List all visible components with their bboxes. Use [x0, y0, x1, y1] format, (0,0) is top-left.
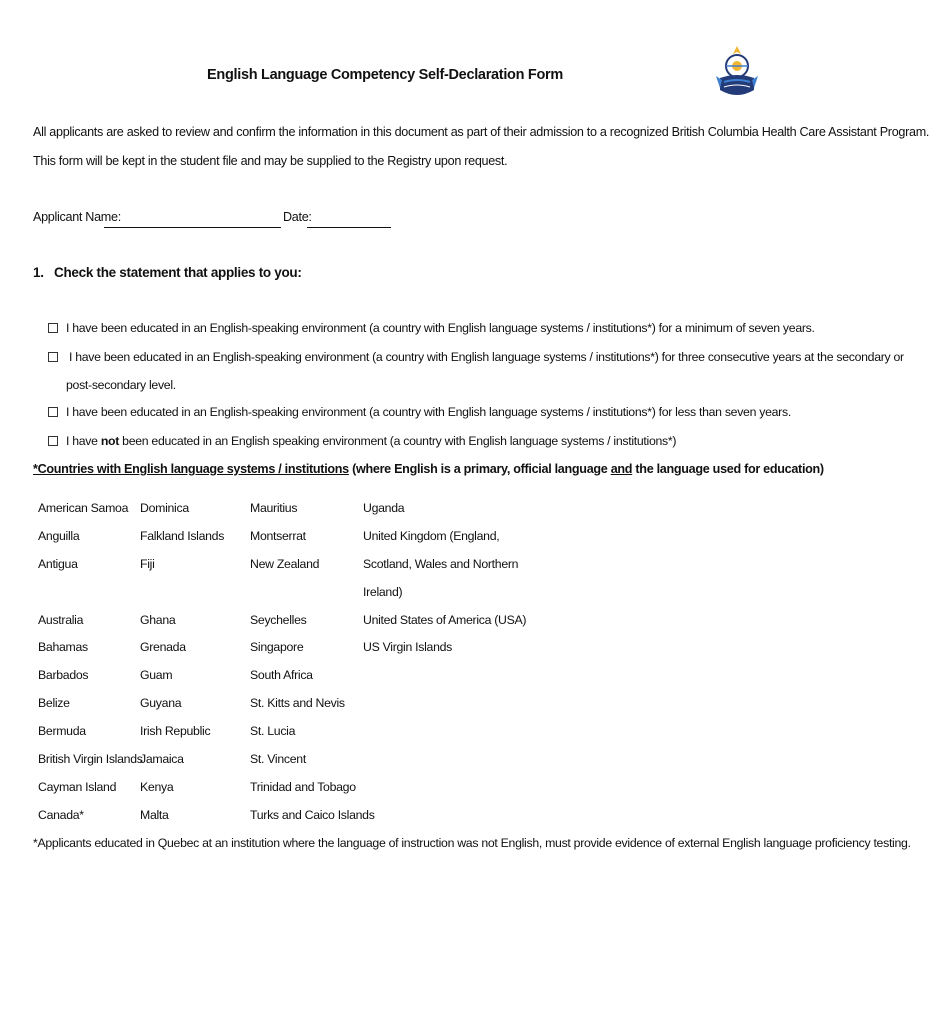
option-label: I have not been educated in an English speaking environment (a country with English language systems / institutions*): [66, 434, 677, 448]
countries-heading: *Countries with English language systems / institutions (where English is a primary, official language and the language used for education): [33, 462, 824, 476]
intro-line-1: All applicants are asked to review and confirm the information in this document as part of their admission to a recognized British Columbia Health Care Assistant Program.: [33, 125, 929, 139]
countries-column-2: [140, 500, 224, 835]
country-item: Seychelles: [250, 612, 307, 627]
checkbox-icon[interactable]: [48, 352, 58, 362]
country-item: Jamaica: [140, 752, 184, 767]
date-field[interactable]: [307, 227, 391, 228]
country-item: Ghana: [140, 612, 176, 627]
country-item: [250, 584, 375, 612]
country-item: Australia: [38, 612, 84, 627]
form-title: English Language Competency Self-Declaration Form: [207, 67, 563, 83]
country-item: Canada*: [38, 807, 84, 822]
country-item: British Virgin Islands: [38, 752, 143, 767]
college-crest-icon: [714, 44, 760, 102]
country-item: St. Vincent: [250, 752, 306, 767]
checkbox-icon[interactable]: [48, 407, 58, 417]
country-item: Falkland Islands: [140, 528, 225, 543]
section-number: 1.: [33, 265, 44, 280]
country-item: Fiji: [140, 556, 155, 571]
country-item: Belize: [38, 696, 70, 711]
section-1-heading: [33, 265, 302, 280]
country-item: Irish Republic: [140, 724, 211, 739]
country-item: St. Lucia: [250, 724, 296, 739]
country-item: Uganda: [363, 501, 405, 515]
country-item: Mauritius: [250, 501, 298, 515]
intro-line-2: This form will be kept in the student file and may be supplied to the Registry upon request.: [33, 154, 508, 168]
country-item: United States of America (USA): [363, 612, 527, 627]
country-item: St. Kitts and Nevis: [250, 696, 345, 711]
option-label: I have been educated in an English-speaking environment (a country with English language systems / institutions*) for a minimum of seven years.: [66, 321, 815, 335]
country-item: American Samoa: [38, 501, 129, 515]
countries-column-1: [38, 500, 143, 835]
country-item: South Africa: [250, 668, 313, 683]
country-item: Singapore: [250, 640, 304, 655]
country-item: US Virgin Islands: [363, 640, 452, 655]
checkbox-icon[interactable]: [48, 436, 58, 446]
option-not-educated[interactable]: [48, 434, 676, 448]
country-item: Grenada: [140, 640, 186, 655]
quebec-footnote: *Applicants educated in Quebec at an institution where the language of instruction was not English, must provide evidence of external English language proficiency testing.: [33, 836, 911, 850]
country-item: [140, 584, 224, 612]
option-label: I have been educated in an English-speaking environment (a country with English language systems / institutions*) for less than seven years.: [66, 405, 791, 419]
country-item: New Zealand: [250, 556, 320, 571]
applicant-name-label: Applicant Name:: [33, 210, 121, 224]
checkbox-icon[interactable]: [48, 323, 58, 333]
country-item: Bermuda: [38, 724, 86, 739]
country-item: Montserrat: [250, 528, 306, 543]
country-item: [38, 584, 143, 612]
country-item: Bahamas: [38, 640, 88, 655]
country-item: United Kingdom (England,: [363, 528, 500, 543]
country-item: Malta: [140, 807, 169, 822]
option-less-than-seven[interactable]: [48, 405, 791, 419]
country-item: Ireland): [363, 584, 403, 599]
country-item: Trinidad and Tobago: [250, 779, 356, 794]
country-item: Cayman Island: [38, 779, 117, 794]
country-item: Scotland, Wales and Northern: [363, 556, 519, 571]
option-label: I have been educated in an English-speaking environment (a country with English language systems / institutions*) for three consecutive years at the secondary or: [69, 350, 904, 364]
country-item: Anguilla: [38, 528, 80, 543]
section-title: Check the statement that applies to you:: [54, 265, 302, 280]
country-item: Kenya: [140, 779, 174, 794]
country-item: Antigua: [38, 556, 78, 571]
applicant-name-field[interactable]: [104, 227, 281, 228]
option-three-years-continued: post-secondary level.: [66, 378, 176, 392]
countries-column-3: [250, 500, 375, 835]
country-item: Guyana: [140, 696, 182, 711]
country-item: Barbados: [38, 668, 89, 683]
countries-column-4: [363, 500, 526, 667]
option-seven-years[interactable]: [48, 321, 815, 335]
country-item: Guam: [140, 668, 173, 683]
date-label: Date:: [283, 210, 312, 224]
country-item: Turks and Caico Islands: [250, 807, 375, 822]
country-item: Dominica: [140, 501, 189, 515]
option-three-years[interactable]: [48, 350, 904, 364]
